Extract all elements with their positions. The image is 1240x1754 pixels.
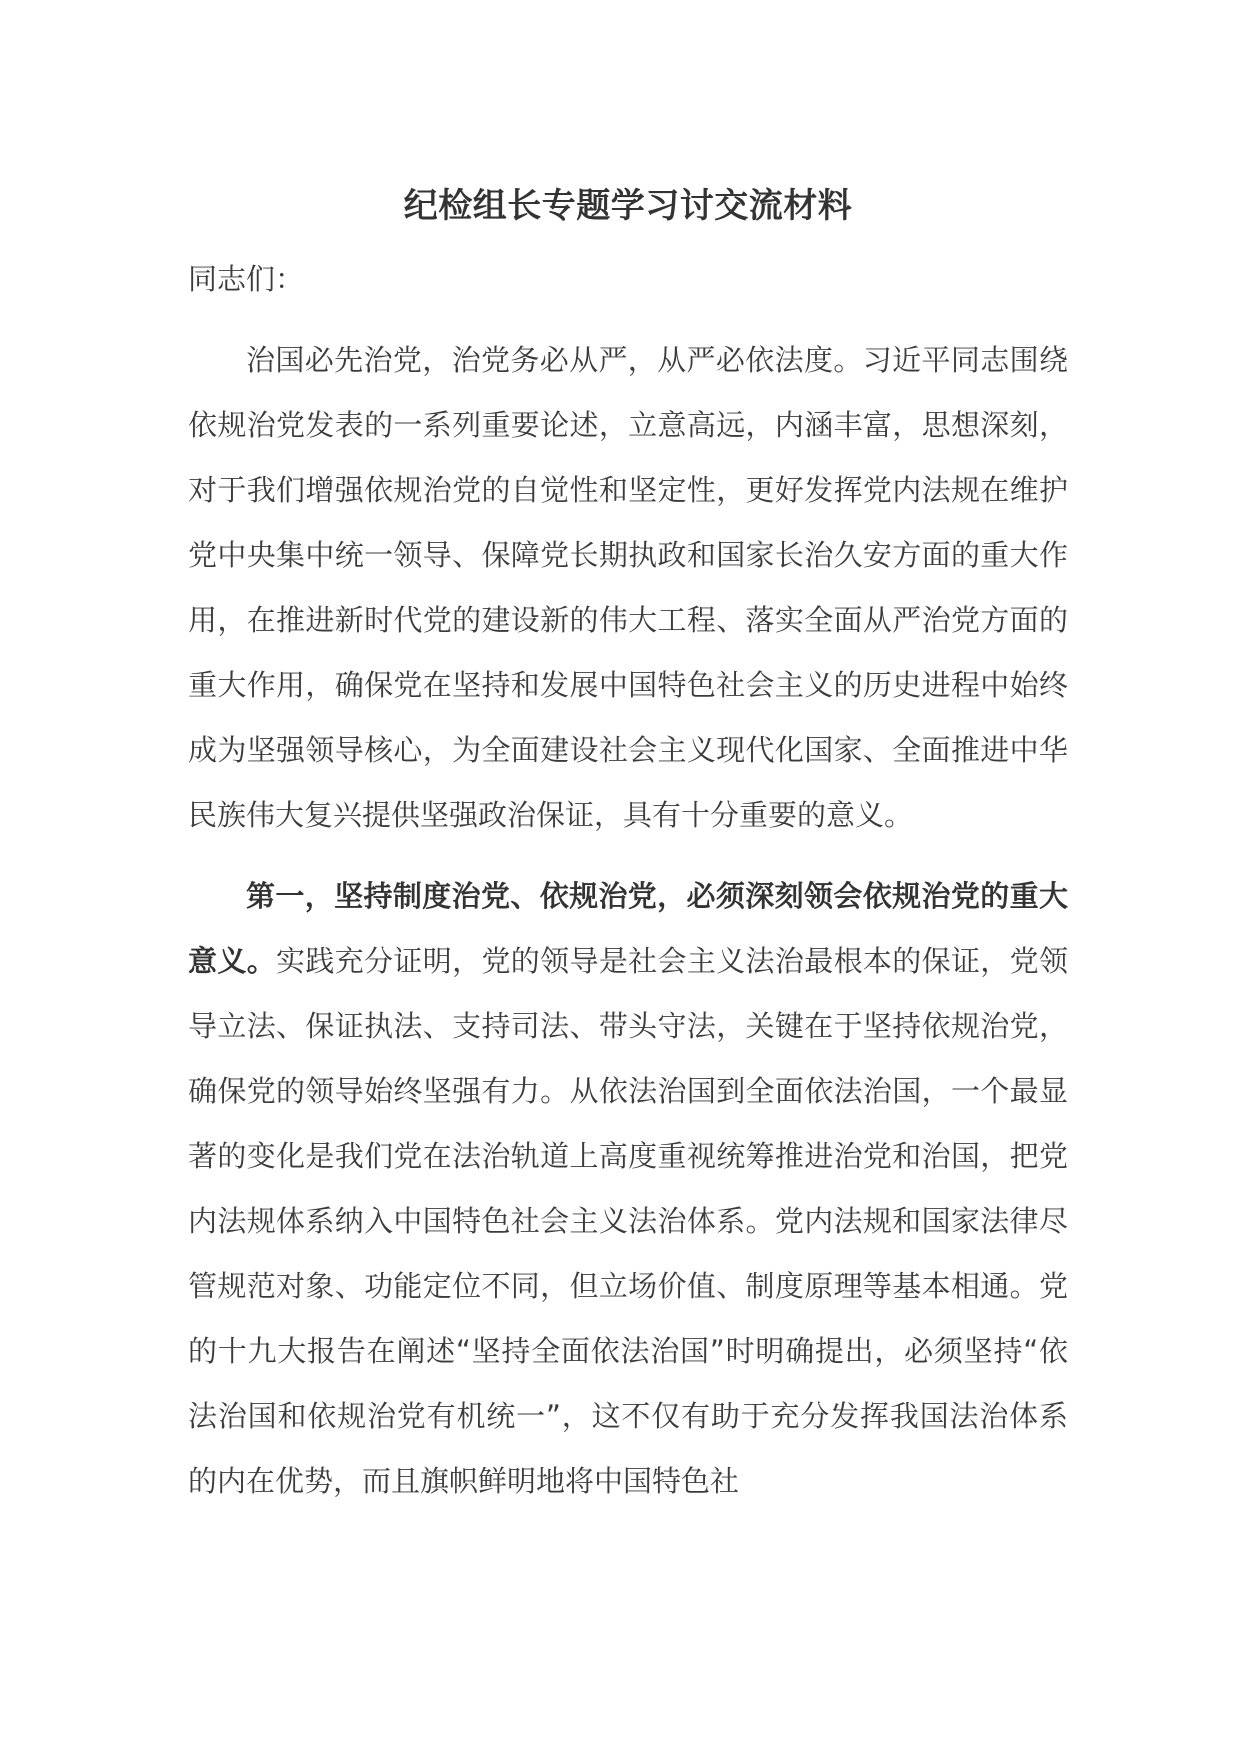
paragraph-intro — [188, 328, 1068, 848]
paragraph-first-point — [188, 864, 1068, 1514]
document-page — [188, 160, 1068, 1530]
paragraph-body: 治国必先治党，治党务必从严，从严必依法度。习近平同志围绕依规治党发表的一系列重要论述，立意高远，内涵丰富，思想深刻，对于我们增强依规治党的自觉性和坚定性，更好发挥党内法规在维护党中央集中统一领导、保障党长期执政和国家长治久安方面的重大作用，在推进新时代党的建设新的伟大工程、落实全面从严治党方面的重大作用，确保党在坚持和发展中国特色社会主义的历史进程中始终成为坚强领导核心，为全面建设社会主义现代化国家、全面推进中华民族伟大复兴提供坚强政治保证，具有十分重要的意义。 — [188, 343, 1068, 832]
paragraph-body: 实践充分证明，党的领导是社会主义法治最根本的保证，党领导立法、保证执法、支持司法、带头守法，关键在于坚持依规治党，确保党的领导始终坚强有力。从依法治国到全面依法治国，一个最显著的变化是我们党在法治轨道上高度重视统筹推进治党和治国，把党内法规体系纳入中国特色社会主义法治体系。党内法规和国家法律尽管规范对象、功能定位不同，但立场价值、制度原理等基本相通。党的十九大报告在阐述“坚持全面依法治国”时明确提出，必须坚持“依法治国和依规治党有机统一”，这不仅有助于充分发挥我国法治体系的内在优势，而且旗帜鲜明地将中国特色社 — [188, 944, 1068, 1498]
paragraph-lead-heading: 第一，坚持制度治党、依规治党，必须深刻领会依规治党的重大意义。 — [188, 879, 1068, 978]
document-title: 纪检组长专题学习讨交流材料 — [403, 186, 853, 226]
greeting: 同志们： — [188, 262, 305, 296]
